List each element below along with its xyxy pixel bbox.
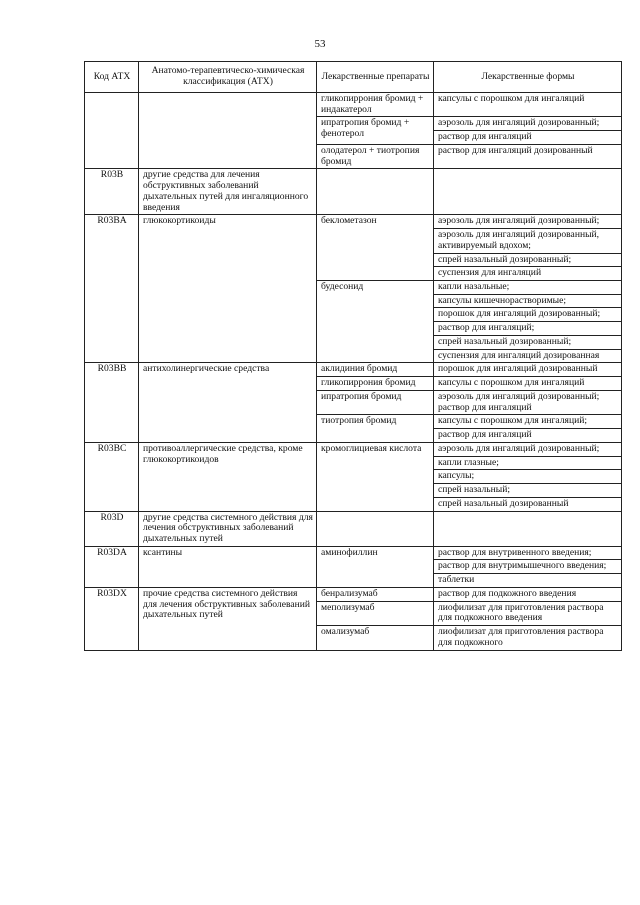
header-drugs: Лекарственные препараты xyxy=(317,62,434,93)
table-row xyxy=(85,93,622,117)
form-cell: капсулы кишечнорастворимые; xyxy=(434,294,622,308)
drug-cell: бенрализумаб xyxy=(317,587,434,601)
drug-cell: будесонид xyxy=(317,281,434,363)
form-cell: аэрозоль для ингаляций дозированный; xyxy=(434,215,622,229)
form-cell: раствор для внутривенного введения; xyxy=(434,546,622,560)
form-cell: раствор для ингаляций; xyxy=(434,322,622,336)
table-row xyxy=(85,363,622,377)
table-row xyxy=(85,511,622,546)
form-cell: раствор для ингаляций xyxy=(434,131,622,145)
atx-table xyxy=(84,61,622,651)
form-cell: капсулы; xyxy=(434,470,622,484)
atx-class-cell: глюкокортикоиды xyxy=(139,215,317,363)
form-cell: капсулы с порошком для ингаляций; xyxy=(434,415,622,429)
atx-class-cell: прочие средства системного действия для лечения обструктивных заболеваний дыхательных путей xyxy=(139,587,317,650)
table-row xyxy=(85,587,622,601)
form-cell: раствор для ингаляций дозированный xyxy=(434,144,622,168)
drug-cell: ипратропия бромид + фенотерол xyxy=(317,117,434,144)
form-cell: лиофилизат для приготовления раствора для подкожного введения xyxy=(434,601,622,625)
drug-cell: аминофиллин xyxy=(317,546,434,587)
form-cell: капсулы с порошком для ингаляций xyxy=(434,93,622,117)
form-cell: спрей назальный дозированный; xyxy=(434,335,622,349)
form-cell: суспензия для ингаляций xyxy=(434,267,622,281)
drug-cell: гликопиррония бромид + индакатерол xyxy=(317,93,434,117)
drug-cell: олодатерол + тиотропия бромид xyxy=(317,144,434,168)
form-cell: раствор для ингаляций xyxy=(434,429,622,443)
atx-code-cell xyxy=(85,93,139,169)
form-cell: аэрозоль для ингаляций дозированный; раствор для ингаляций xyxy=(434,390,622,414)
atx-class-cell: противоаллергические средства, кроме глюкокортикоидов xyxy=(139,442,317,511)
atx-class-cell xyxy=(139,93,317,169)
drug-cell: меполизумаб xyxy=(317,601,434,625)
drug-cell: омализумаб xyxy=(317,626,434,650)
form-cell: суспензия для ингаляций дозированная xyxy=(434,349,622,363)
form-cell: аэрозоль для ингаляций дозированный, активируемый вдохом; xyxy=(434,229,622,253)
header-dosage-forms: Лекарственные формы xyxy=(434,62,622,93)
form-cell: лиофилизат для приготовления раствора для подкожного xyxy=(434,626,622,650)
atx-code-cell: R03D xyxy=(85,511,139,546)
form-cell: аэрозоль для ингаляций дозированный; xyxy=(434,117,622,131)
atx-code-cell: R03B xyxy=(85,169,139,215)
form-cell: порошок для ингаляций дозированный xyxy=(434,363,622,377)
atx-code-cell: R03BA xyxy=(85,215,139,363)
table-header-row xyxy=(85,62,622,93)
header-atx-code: Код АТХ xyxy=(85,62,139,93)
drug-cell xyxy=(317,511,434,546)
form-cell: спрей назальный дозированный xyxy=(434,497,622,511)
atx-class-cell: другие средства для лечения обструктивных заболеваний дыхательных путей для ингаляционного введения xyxy=(139,169,317,215)
atx-code-cell: R03DX xyxy=(85,587,139,650)
drug-cell: ипратропия бромид xyxy=(317,390,434,414)
form-cell: спрей назальный дозированный; xyxy=(434,253,622,267)
atx-class-cell: антихолинергические средства xyxy=(139,363,317,442)
atx-class-cell: ксантины xyxy=(139,546,317,587)
table-body xyxy=(85,93,622,651)
form-cell: капли глазные; xyxy=(434,456,622,470)
drug-cell: аклидиния бромид xyxy=(317,363,434,377)
table-row xyxy=(85,442,622,456)
table-row xyxy=(85,215,622,229)
drug-cell: беклометазон xyxy=(317,215,434,281)
atx-code-cell: R03BC xyxy=(85,442,139,511)
form-cell: раствор для внутримышечного введения; xyxy=(434,560,622,574)
header-atx-classification: Анатомо-терапевтическо-химическая классификация (АТХ) xyxy=(139,62,317,93)
drug-cell: гликопиррония бромид xyxy=(317,377,434,391)
form-cell: таблетки xyxy=(434,574,622,588)
drug-cell: кромоглициевая кислота xyxy=(317,442,434,511)
form-cell: капли назальные; xyxy=(434,281,622,295)
page-number: 53 xyxy=(314,38,326,50)
drug-cell: тиотропия бромид xyxy=(317,415,434,442)
drug-cell xyxy=(317,169,434,215)
form-cell: раствор для подкожного введения xyxy=(434,587,622,601)
table-row xyxy=(85,169,622,215)
form-cell: порошок для ингаляций дозированный; xyxy=(434,308,622,322)
atx-code-cell: R03BB xyxy=(85,363,139,442)
atx-class-cell: другие средства системного действия для лечения обструктивных заболеваний дыхательных путей xyxy=(139,511,317,546)
form-cell: капсулы с порошком для ингаляций xyxy=(434,377,622,391)
form-cell xyxy=(434,511,622,546)
table-row xyxy=(85,546,622,560)
form-cell: спрей назальный; xyxy=(434,484,622,498)
atx-code-cell: R03DA xyxy=(85,546,139,587)
form-cell xyxy=(434,169,622,215)
form-cell: аэрозоль для ингаляций дозированный; xyxy=(434,442,622,456)
